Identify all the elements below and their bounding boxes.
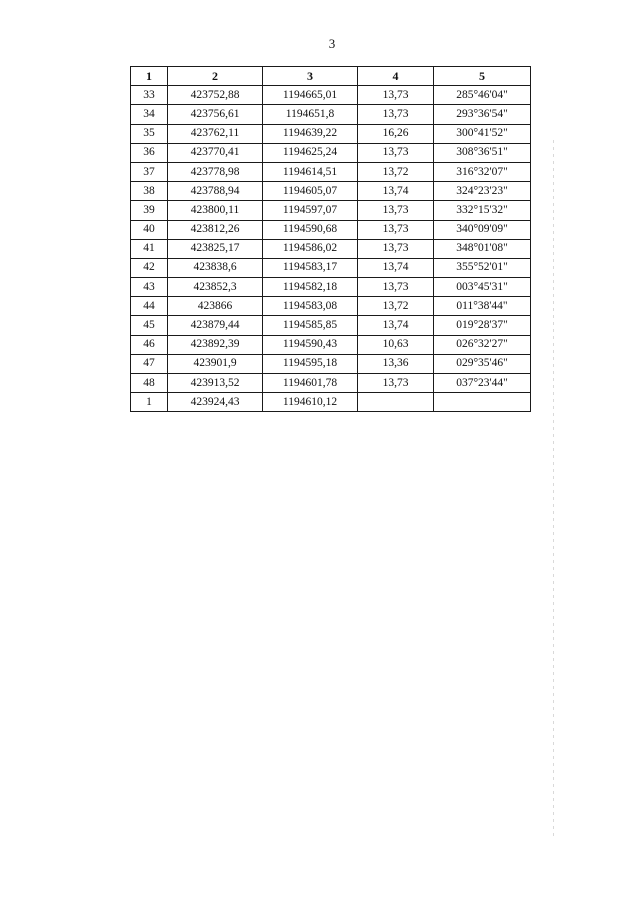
cell-bearing: 300°41'52" [434,124,531,143]
table-row [131,258,531,277]
cell-point: 46 [131,335,168,354]
cell-point: 48 [131,374,168,393]
cell-x: 423770,41 [168,143,263,162]
cell-x: 423866 [168,297,263,316]
cell-y: 1194583,08 [263,297,358,316]
table-row [131,201,531,220]
cell-x: 423852,3 [168,278,263,297]
cell-distance: 13,73 [358,278,434,297]
cell-point: 40 [131,220,168,239]
cell-y: 1194625,24 [263,143,358,162]
cell-distance: 13,73 [358,220,434,239]
cell-x: 423788,94 [168,182,263,201]
cell-x: 423825,17 [168,239,263,258]
table-row [131,182,531,201]
cell-distance: 13,36 [358,354,434,373]
table-row [131,374,531,393]
cell-bearing: 019°28'37" [434,316,531,335]
cell-distance: 13,74 [358,182,434,201]
cell-bearing: 029°35'46" [434,354,531,373]
cell-bearing: 340°09'09" [434,220,531,239]
table-row [131,143,531,162]
cell-distance: 13,74 [358,258,434,277]
cell-y: 1194605,07 [263,182,358,201]
cell-y: 1194582,18 [263,278,358,297]
cell-bearing: 316°32'07" [434,162,531,181]
cell-distance: 13,73 [358,201,434,220]
cell-point: 38 [131,182,168,201]
cell-y: 1194597,07 [263,201,358,220]
cell-distance: 13,73 [358,239,434,258]
cell-point: 47 [131,354,168,373]
cell-distance: 13,73 [358,143,434,162]
table-row [131,297,531,316]
cell-x: 423812,26 [168,220,263,239]
cell-x: 423778,98 [168,162,263,181]
cell-x: 423913,52 [168,374,263,393]
cell-bearing: 026°32'27" [434,335,531,354]
cell-point: 37 [131,162,168,181]
table-row [131,162,531,181]
cell-point: 39 [131,201,168,220]
cell-x: 423800,11 [168,201,263,220]
cell-x: 423838,6 [168,258,263,277]
cell-y: 1194651,8 [263,105,358,124]
cell-distance: 10,63 [358,335,434,354]
cell-point: 43 [131,278,168,297]
cell-y: 1194586,02 [263,239,358,258]
table-row [131,335,531,354]
scan-margin-marks [553,140,555,840]
cell-point: 45 [131,316,168,335]
cell-bearing: 011°38'44" [434,297,531,316]
cell-y: 1194601,78 [263,374,358,393]
cell-x: 423879,44 [168,316,263,335]
cell-bearing: 308°36'51" [434,143,531,162]
cell-distance [358,393,434,412]
cell-y: 1194590,68 [263,220,358,239]
column-header-bearing: 5 [434,67,531,86]
cell-distance: 13,72 [358,162,434,181]
table-row [131,86,531,105]
cell-x: 423762,11 [168,124,263,143]
cell-y: 1194585,85 [263,316,358,335]
cell-x: 423752,88 [168,86,263,105]
table-row [131,220,531,239]
cell-distance: 13,73 [358,86,434,105]
cell-bearing: 285°46'04" [434,86,531,105]
table-row [131,105,531,124]
cell-distance: 13,73 [358,105,434,124]
cell-bearing: 037°23'44" [434,374,531,393]
cell-bearing: 348°01'08" [434,239,531,258]
cell-x: 423901,9 [168,354,263,373]
table-body [131,86,531,412]
cell-y: 1194665,01 [263,86,358,105]
cell-x: 423756,61 [168,105,263,124]
cell-y: 1194614,51 [263,162,358,181]
cell-distance: 13,74 [358,316,434,335]
cell-distance: 16,26 [358,124,434,143]
cell-y: 1194590,43 [263,335,358,354]
cell-point: 35 [131,124,168,143]
table-row [131,278,531,297]
cell-bearing: 355°52'01" [434,258,531,277]
cell-point: 36 [131,143,168,162]
cell-y: 1194583,17 [263,258,358,277]
column-header-x: 2 [168,67,263,86]
cell-distance: 13,72 [358,297,434,316]
table-row [131,316,531,335]
table-row [131,393,531,412]
cell-distance: 13,73 [358,374,434,393]
table-row [131,354,531,373]
cell-bearing: 332°15'32" [434,201,531,220]
page-number: 3 [328,36,336,51]
cell-point: 44 [131,297,168,316]
cell-point: 33 [131,86,168,105]
cell-bearing: 293°36'54" [434,105,531,124]
cell-bearing: 324°23'23" [434,182,531,201]
cell-y: 1194639,22 [263,124,358,143]
column-header-distance: 4 [358,67,434,86]
cell-point: 1 [131,393,168,412]
cell-y: 1194595,18 [263,354,358,373]
cell-bearing: 003°45'31" [434,278,531,297]
cell-point: 34 [131,105,168,124]
table-row [131,239,531,258]
cell-point: 42 [131,258,168,277]
column-header-y: 3 [263,67,358,86]
cell-bearing [434,393,531,412]
cell-x: 423892,39 [168,335,263,354]
cell-point: 41 [131,239,168,258]
cell-x: 423924,43 [168,393,263,412]
cell-y: 1194610,12 [263,393,358,412]
coordinates-table [130,66,531,412]
table-header-row [131,67,531,86]
table-row [131,124,531,143]
column-header-point: 1 [131,67,168,86]
